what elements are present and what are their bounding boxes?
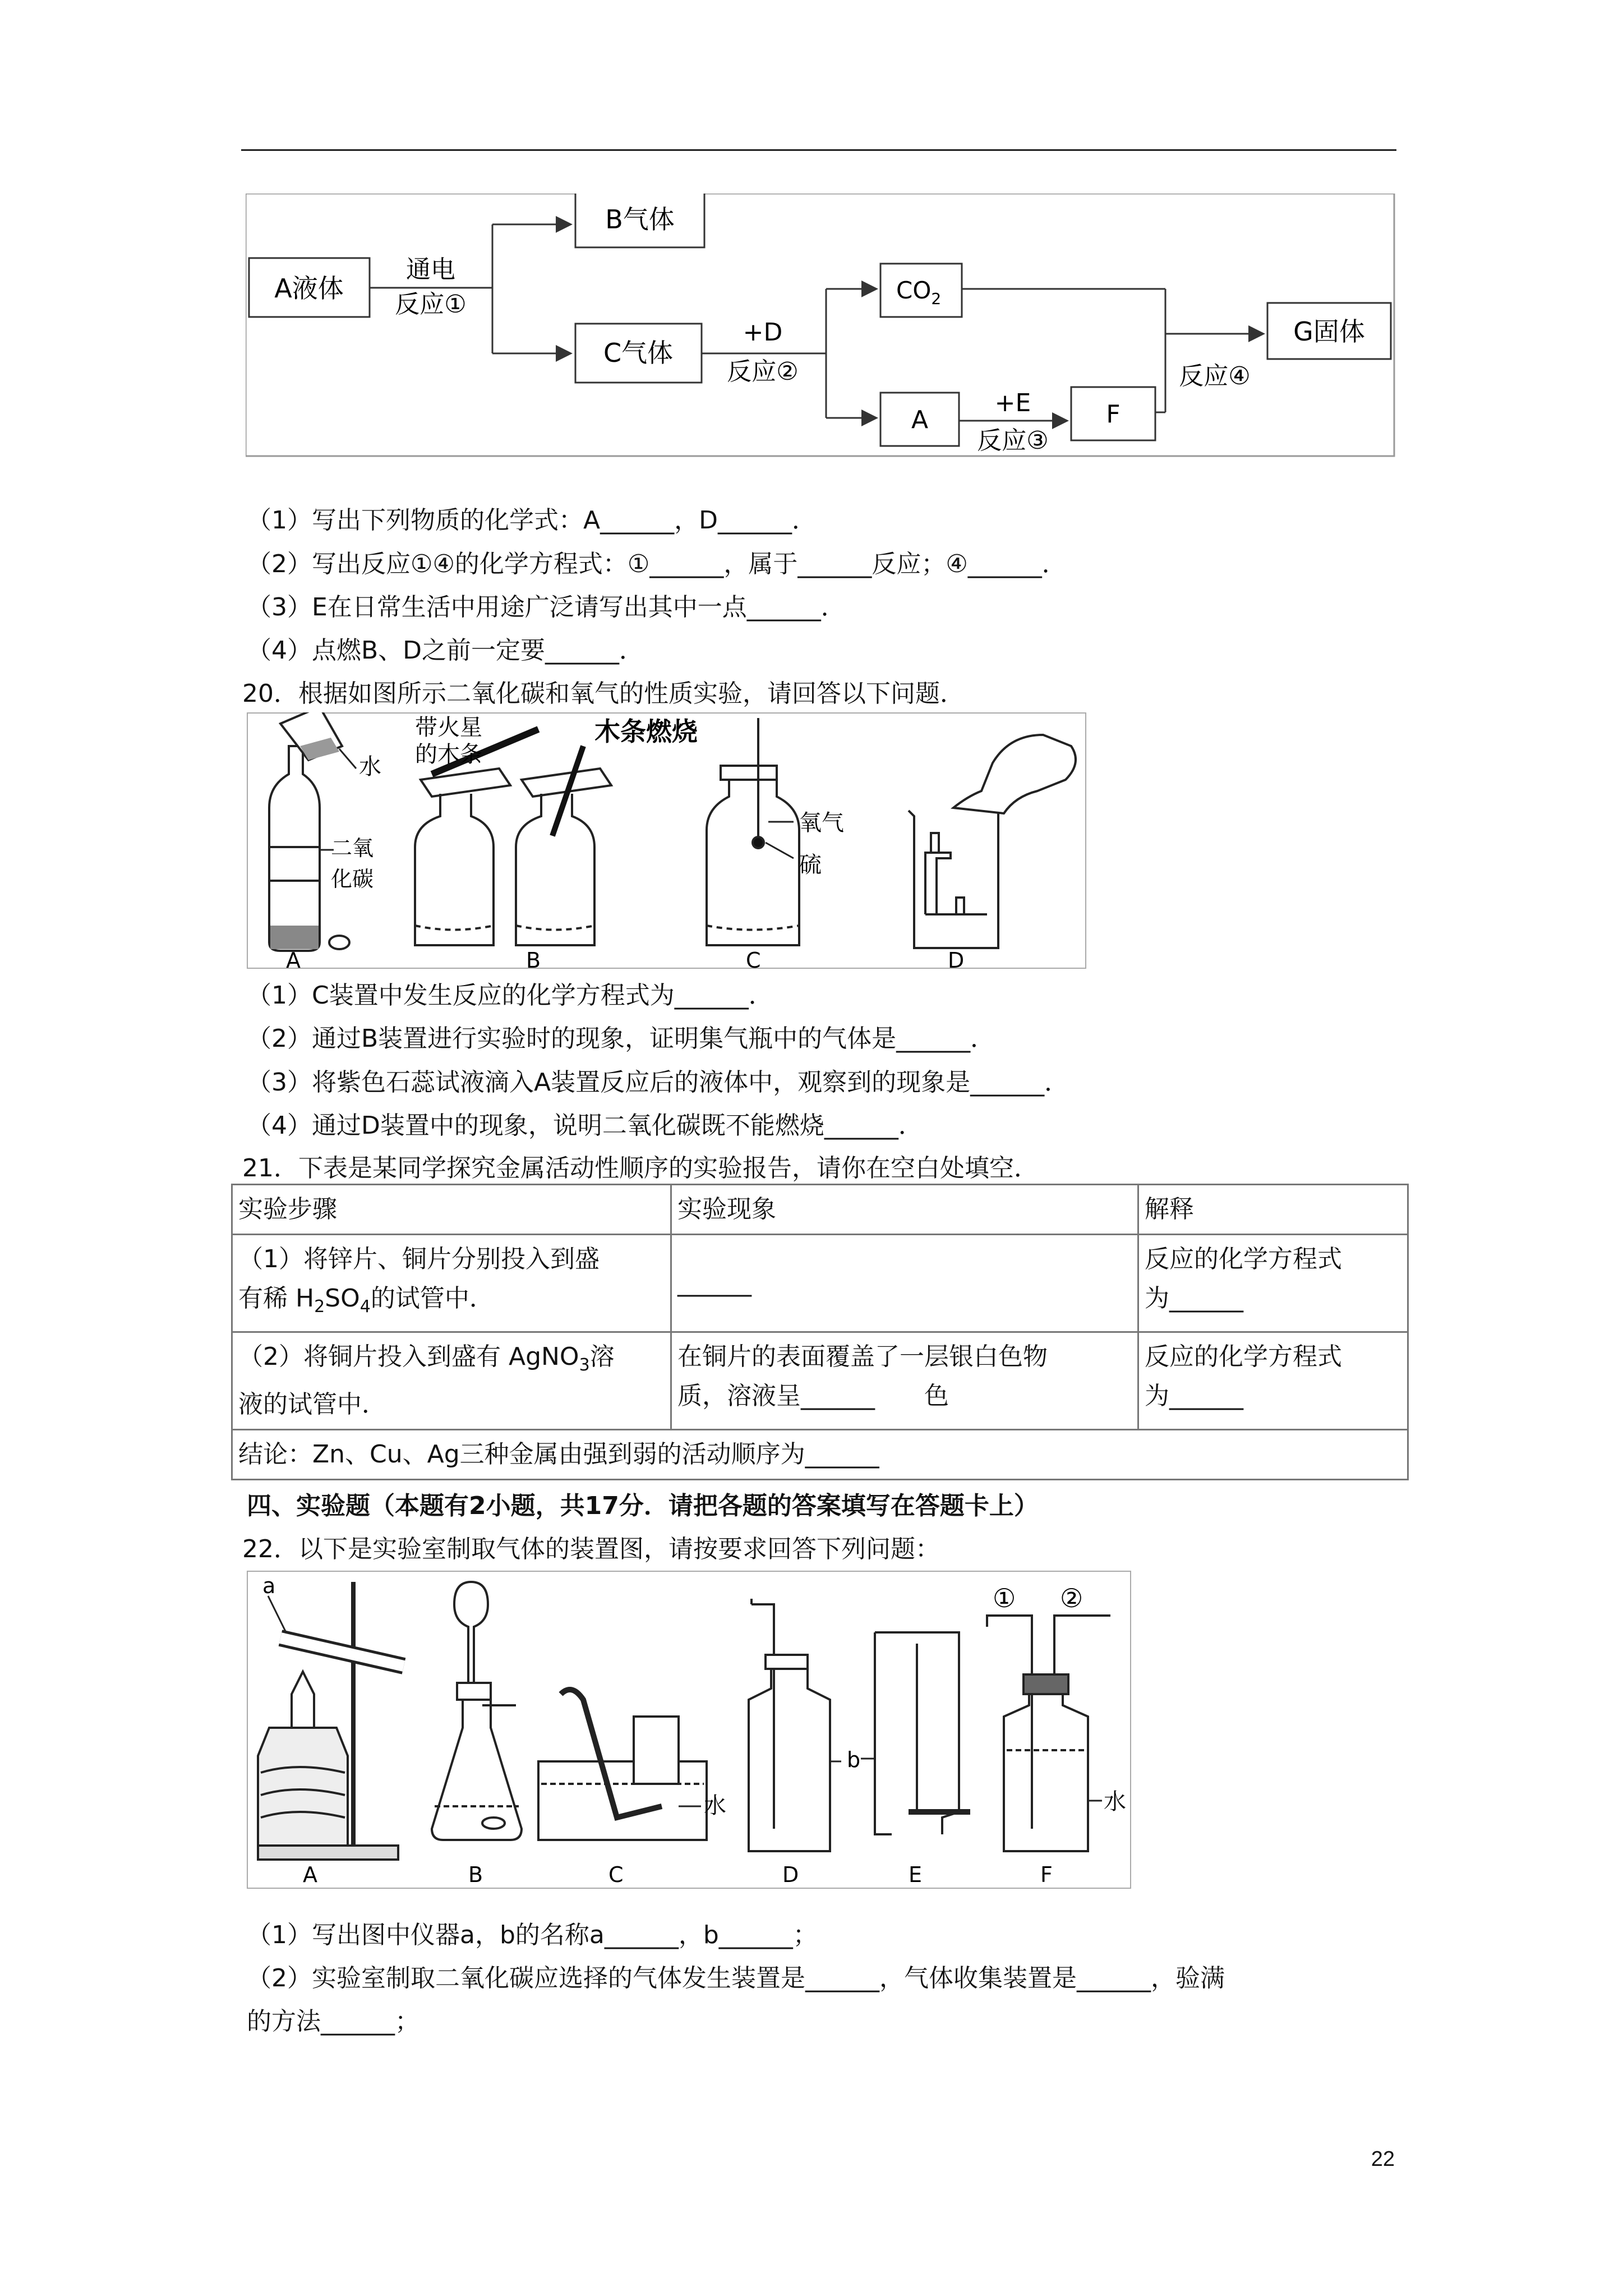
label-a: A (303, 1862, 317, 1887)
f-box-label: F (1106, 400, 1121, 429)
a-box-label: A (911, 406, 929, 434)
q22-gas-apparatus-figure (247, 1571, 1133, 1890)
label-d: D (782, 1862, 799, 1887)
label-co2-line1: 二氧 (331, 836, 374, 861)
edge2-top-label: +D (743, 318, 783, 347)
apparatus-d-beaker (909, 735, 1076, 948)
table-row (232, 1332, 1408, 1429)
label-water-f: 水 (1104, 1789, 1126, 1815)
a-liquid-label: A液体 (274, 273, 344, 303)
q22-stem: 22．以下是实验室制取气体的装置图，请按要求回答下列问题： (242, 1535, 940, 1563)
apparatus-a-heating (258, 1582, 404, 1860)
q20-apparatus-figure (247, 712, 1088, 970)
apparatus-a-bottle (269, 712, 349, 951)
experiment-report-table (231, 1184, 1409, 1480)
label-splint-line1: 带火星 (415, 715, 482, 740)
label-d: D (948, 948, 965, 970)
table-header-row (232, 1185, 1408, 1235)
label-oxygen: 氧气 (799, 810, 844, 836)
label-sulfur: 硫 (799, 852, 822, 878)
q22-line-3: 的方法______； (247, 2007, 419, 2036)
apparatus-c-jar (707, 718, 799, 945)
label-splint-line2: 的木条 (415, 742, 482, 767)
edge1-top-label: 通电 (406, 255, 455, 284)
label-c: C (608, 1862, 624, 1887)
label-b-instrument: b (847, 1747, 861, 1772)
label-water-c: 水 (704, 1793, 726, 1819)
apparatus-e-jar (875, 1632, 970, 1834)
conclusion-cell: 结论：Zn、Cu、Ag三种金属由强到弱的活动顺序为______ (232, 1429, 1408, 1479)
header-explanation: 解释 (1138, 1185, 1408, 1235)
q22-line-1: （1）写出图中仪器a，b的名称a______，b______； (247, 1921, 818, 1949)
label-port-1: ① (993, 1583, 1016, 1613)
page-number: 22 (1371, 2147, 1395, 2171)
apparatus-d-jar (749, 1599, 830, 1851)
q19-line-1: （1）写出下列物质的化学式：A______，D______． (247, 506, 817, 535)
label-f: F (1040, 1862, 1053, 1887)
label-water-a: 水 (359, 754, 381, 780)
q19-line-3: （3）E在日常生活中用途广泛请写出其中一点______． (247, 593, 846, 622)
row2-step: （2）将铜片投入到盛有 AgNO$_3$溶 液的试管中． (232, 1332, 671, 1429)
row1-phenomenon: ______ (671, 1235, 1138, 1332)
q20-line-2: （2）通过B装置进行实验时的现象，证明集气瓶中的气体是______． (247, 1024, 995, 1053)
q19-line-4: （4）点燃B、D之前一定要______． (247, 636, 644, 665)
row2-explanation: 反应的化学方程式 为______ (1138, 1332, 1408, 1429)
label-a-instrument: a (262, 1573, 276, 1598)
edge3-bottom-label: 反应③ (977, 426, 1049, 455)
row1-explanation: 反应的化学方程式 为______ (1138, 1235, 1408, 1332)
c-gas-label: C气体 (603, 338, 674, 368)
apparatus-f-bottle (987, 1616, 1110, 1851)
co2-label: $CO_2$ (896, 277, 942, 308)
apparatus-b-jars (415, 769, 611, 945)
q20-stem: 20．根据如图所示二氧化碳和氧气的性质实验，请回答以下问题． (242, 679, 965, 708)
header-rule (241, 149, 1396, 151)
apparatus-c-trough (538, 1690, 707, 1840)
q20-line-1: （1）C装置中发生反应的化学方程式为______． (247, 981, 773, 1010)
apparatus-b-flask (432, 1582, 522, 1840)
q20-line-4: （4）通过D装置中的现象，说明二氧化碳既不能燃烧______． (247, 1111, 923, 1140)
g-solid-label: G固体 (1293, 316, 1365, 347)
q22-line-2: （2）实验室制取二氧化碳应选择的气体发生装置是______，气体收集装置是______，验满 (247, 1964, 1225, 1993)
row1-step: （1）将锌片、铜片分别投入到盛 有稀 $H_2SO_4$的试管中． (232, 1235, 671, 1332)
header-phenomenon: 实验现象 (671, 1185, 1138, 1235)
label-a: A (286, 948, 301, 970)
label-c: C (746, 948, 761, 970)
label-co2-line2: 化碳 (331, 867, 374, 891)
edge4-label: 反应④ (1179, 362, 1251, 390)
table-row (232, 1235, 1408, 1332)
table-row (232, 1429, 1408, 1479)
q20-line-3: （3）将紫色石蕊试液滴入A装置反应后的液体中，观察到的现象是______． (247, 1068, 1069, 1097)
section4-heading: 四、实验题（本题有2小题，共17分．请把各题的答案填写在答题卡上） (247, 1492, 1039, 1520)
reaction-flow-diagram (246, 194, 1395, 457)
label-b: B (468, 1862, 483, 1887)
label-e: E (909, 1862, 923, 1887)
edge2-bottom-label: 反应② (727, 357, 799, 386)
edge1-bottom-label: 反应① (395, 290, 467, 319)
header-step: 实验步骤 (232, 1185, 671, 1235)
q19-line-2: （2）写出反应①④的化学方程式：①______，属于______反应；④______． (247, 550, 1067, 578)
label-port-2: ② (1060, 1583, 1083, 1613)
label-b: B (526, 948, 541, 970)
label-burning: 木条燃烧 (594, 716, 698, 747)
b-gas-label: B气体 (605, 204, 675, 234)
edge3-top-label: +E (994, 389, 1031, 417)
q21-stem: 21．下表是某同学探究金属活动性顺序的实验报告，请你在空白处填空． (242, 1154, 1039, 1182)
row2-phenomenon: 在铜片的表面覆盖了一层银白色物 质，溶液呈______ 色 (671, 1332, 1138, 1429)
